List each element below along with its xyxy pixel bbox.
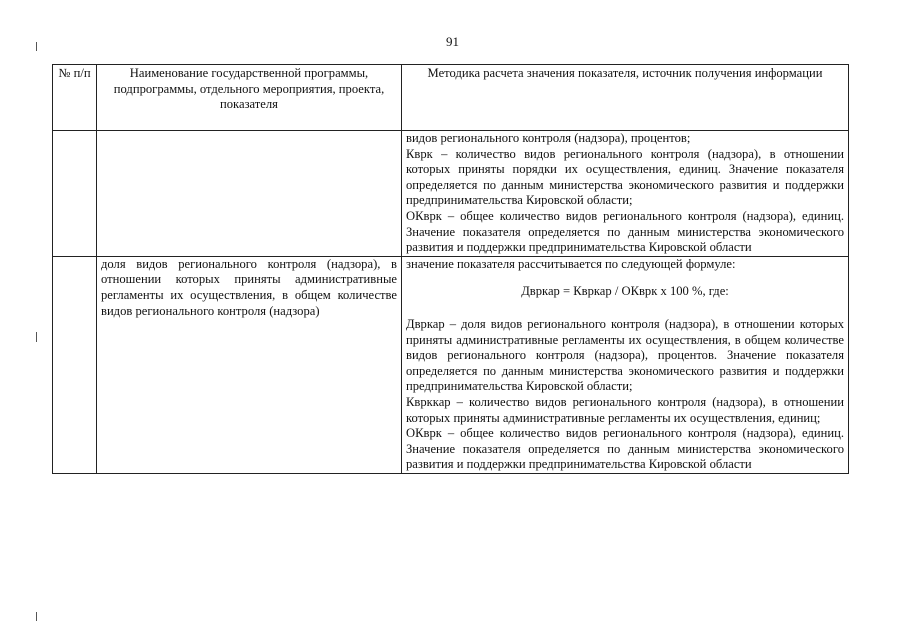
indicator-name-cell: доля видов регионального контроля (надзора), в отношении которых приняты административные регламенты их осуществления, в общем количестве видов регионального контроля (надзора) <box>97 256 402 473</box>
method-cell <box>402 256 849 473</box>
scan-mark <box>36 332 37 342</box>
method-paragraph: Двркар – доля видов регионального контроля (надзора), в отношении которых приняты административные регламенты их осуществления, в общем количестве видов регионального контроля (надзора), процентов. Значение показателя определяется по данным министерства экономического развития и поддержки предпринимательства Кировской области; <box>406 316 844 394</box>
page-number: 91 <box>446 34 459 49</box>
table-header-row <box>53 65 849 131</box>
header-number: № п/п <box>53 65 97 131</box>
method-paragraph: видов регионального контроля (надзора), процентов; <box>406 131 691 145</box>
formula: Двркар = Квркар / ОКврк x 100 %, где: <box>521 284 729 299</box>
method-paragraph: Кврк – количество видов регионального контроля (надзора), в отношении которых приняты порядки их осуществления, единиц. Значение показателя определяется по данным министерства экономического развития и поддержки предпринимательства Кировской области; <box>406 146 844 208</box>
methodology-table <box>52 64 849 474</box>
scan-mark <box>36 612 37 621</box>
method-cell <box>402 131 849 257</box>
row-number-cell <box>53 131 97 257</box>
table-row <box>53 131 849 257</box>
row-number-cell <box>53 256 97 473</box>
header-method: Методика расчета значения показателя, источник получения информации <box>402 65 849 131</box>
method-paragraph: ОКврк – общее количество видов регионального контроля (надзора), единиц. Значение показателя определяется по данным министерства экономического развития и поддержки предпринимательства Кировской области <box>406 426 844 472</box>
method-paragraph: ОКврк – общее количество видов регионального контроля (надзора), единиц. Значение показателя определяется по данным министерства экономического развития и поддержки предпринимательства Кировской области <box>406 208 844 255</box>
method-intro: значение показателя рассчитывается по следующей формуле: <box>406 256 736 271</box>
method-paragraph: Кврккар – количество видов регионального контроля (надзора), в отношении которых приняты административные регламенты их осуществления, единиц; <box>406 394 844 425</box>
header-name: Наименование государственной программы, подпрограммы, отдельного мероприятия, проекта, показателя <box>97 65 402 131</box>
table-row <box>53 256 849 473</box>
indicator-name-cell <box>97 131 402 257</box>
